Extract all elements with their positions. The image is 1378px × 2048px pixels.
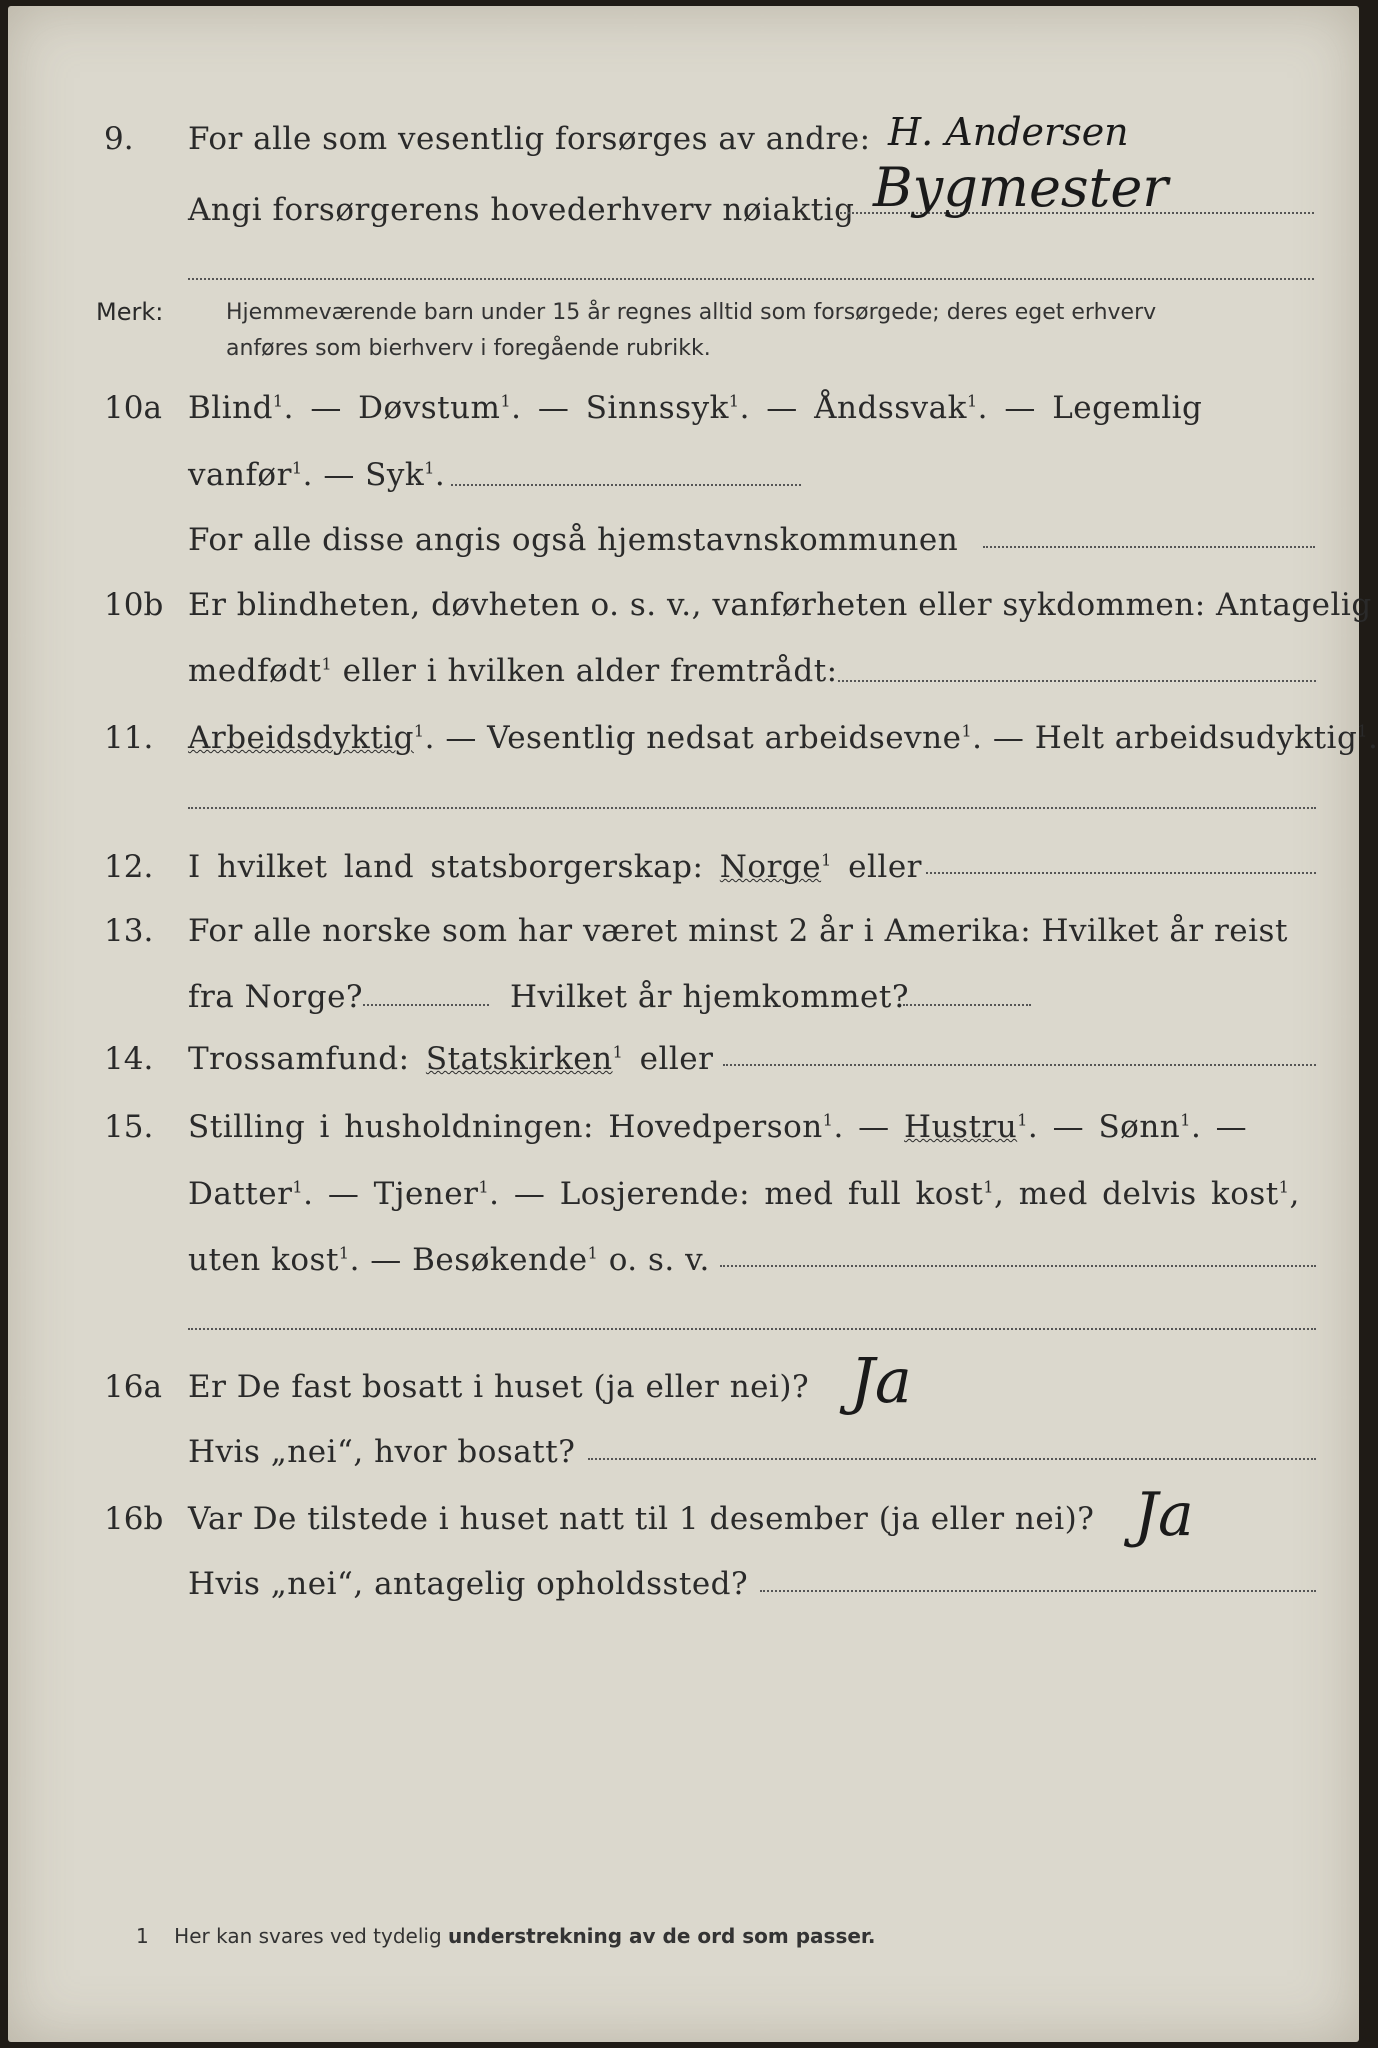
opt-tjener: Tjener xyxy=(373,1176,479,1212)
opt-sinnssyk: Sinnssyk xyxy=(585,390,729,426)
footnote-bold: understrekning av de ord som passer. xyxy=(448,1924,876,1948)
item12-question: I hvilket land statsborgerskap: xyxy=(188,849,704,885)
item16b-followup-line xyxy=(760,1590,1316,1592)
opt-norge: Norge xyxy=(719,849,822,885)
item12-eller: eller xyxy=(848,849,922,885)
item14-answer-line xyxy=(723,1064,1316,1066)
item13-q2: Hvilket år hjemkommet? xyxy=(510,979,909,1015)
opt-losjerende-full-kost: Losjerende: med full kost xyxy=(559,1176,984,1212)
opt-arbeidsdyktig: Arbeidsdyktig xyxy=(188,720,414,756)
item15-question: Stilling i husholdningen: xyxy=(188,1109,594,1145)
item10a-number: 10a xyxy=(104,390,162,426)
merk-label: Merk: xyxy=(96,298,164,326)
item13-q2-line xyxy=(903,1004,1031,1006)
item10a-line3: For alle disse angis også hjemstavnskommunen xyxy=(188,522,959,558)
item16a-number: 16a xyxy=(104,1369,162,1405)
item16a-followup-line xyxy=(588,1458,1316,1460)
opt-medfodt: medfødt xyxy=(188,653,322,689)
item10a-line1: Blind$^1$. — Døvstum$^1$. — Sinnssyk$^1$. — Åndssvak$^1$. — Legemlig xyxy=(188,390,1203,426)
item16a-question: Er De fast bosatt i huset (ja eller nei)? xyxy=(188,1369,810,1405)
item9-handwritten-name: H. Andersen xyxy=(888,110,1129,154)
item9-question-line2: Angi forsørgerens hovederhverv nøiaktig xyxy=(188,192,855,228)
item9-separator xyxy=(188,278,1314,280)
opt-besokende: Besøkende xyxy=(412,1242,588,1278)
merk-text-line2: anføres som bierhverv i foregående rubrikk. xyxy=(226,336,711,361)
item13-q1-line xyxy=(363,1004,489,1006)
opt-uten-kost: uten kost xyxy=(188,1242,339,1278)
item9-handwritten-occupation: Bygmester xyxy=(873,156,1169,219)
opt-sonn: Sønn xyxy=(1098,1109,1181,1145)
item16b-followup: Hvis „nei“, antagelig opholdssted? xyxy=(188,1566,749,1602)
item12-line: I hvilket land statsborgerskap: Norge$^1$ eller xyxy=(188,849,922,885)
item10a-line2: vanfør$^1$. — Syk$^1$. xyxy=(188,457,446,493)
opt-datter: Datter xyxy=(188,1176,293,1212)
opt-nedsat: Vesentlig nedsat arbeidsevne xyxy=(487,720,962,756)
opt-vanfor: vanfør xyxy=(188,457,292,493)
item15-line1: Stilling i husholdningen: Hovedperson$^1$. — Hustru$^1$. — Sønn$^1$. — xyxy=(188,1109,1248,1145)
item10b-line2: medfødt$^1$ eller i hvilken alder fremtrådt: xyxy=(188,653,838,689)
item14-eller: eller xyxy=(639,1041,714,1077)
item11-line: Arbeidsdyktig$^1$. — Vesentlig nedsat arbeidsevne$^1$. — Helt arbeidsudyktig$^1$. xyxy=(188,720,1378,756)
opt-dovstum: Døvstum xyxy=(358,390,501,426)
item15-line3: uten kost$^1$. — Besøkende$^1$ o. s. v. xyxy=(188,1242,710,1278)
item10b-number: 10b xyxy=(104,587,164,623)
item14-question: Trossamfund: xyxy=(188,1041,410,1077)
opt-blind: Blind xyxy=(188,390,273,426)
item13-line1: For alle norske som har været minst 2 år i Amerika: Hvilket år reist xyxy=(188,913,1288,949)
item10b-answer-line xyxy=(838,680,1316,682)
item15-number: 15. xyxy=(104,1109,154,1145)
item10b-line1: Er blindheten, døvheten o. s. v., vanførheten eller sykdommen: Antagelig xyxy=(188,587,1372,623)
census-form-page xyxy=(8,6,1378,2042)
item9-number: 9. xyxy=(104,121,134,157)
item10b-question-rest: eller i hvilken alder fremtrådt: xyxy=(342,653,838,689)
item16b-question: Var De tilstede i huset natt til 1 desember (ja eller nei)? xyxy=(188,1501,1095,1537)
footnote-prefix: Her kan svares ved tydelig xyxy=(174,1924,442,1948)
merk-text-line1: Hjemmeværende barn under 15 år regnes alltid som forsørgede; deres eget erhverv xyxy=(226,300,1157,325)
opt-syk: Syk xyxy=(365,457,425,493)
item14-line: Trossamfund: Statskirken$^1$ eller xyxy=(188,1041,714,1077)
item15-line2: Datter$^1$. — Tjener$^1$. — Losjerende: med full kost$^1$, med delvis kost$^1$, xyxy=(188,1176,1300,1212)
opt-legemlig: Legemlig xyxy=(1052,390,1203,426)
item15-answer-line xyxy=(720,1265,1316,1267)
opt-hustru: Hustru xyxy=(904,1109,1018,1145)
item10a-answer-line xyxy=(451,484,801,486)
item16b-number: 16b xyxy=(104,1501,164,1537)
item11-number: 11. xyxy=(104,720,154,756)
footnote-marker: 1 xyxy=(136,1924,149,1948)
item9-question: For alle som vesentlig forsørges av andre: xyxy=(188,121,871,157)
item13-q1: fra Norge? xyxy=(188,979,364,1015)
item12-answer-line xyxy=(926,872,1316,874)
opt-statskirken: Statskirken xyxy=(425,1041,613,1077)
item13-number: 13. xyxy=(104,913,154,949)
item15-osv: o. s. v. xyxy=(608,1242,710,1278)
opt-hovedperson: Hovedperson xyxy=(608,1109,823,1145)
item14-number: 14. xyxy=(104,1041,154,1077)
item12-number: 12. xyxy=(104,849,154,885)
item11-answer-line xyxy=(188,807,1316,809)
opt-andssvak: Åndssvak xyxy=(814,390,967,426)
item16a-followup: Hvis „nei“, hvor bosatt? xyxy=(188,1434,576,1470)
opt-delvis-kost: med delvis kost xyxy=(1018,1176,1279,1212)
item16a-handwritten-answer: Ja xyxy=(850,1344,912,1417)
footnote xyxy=(136,1924,876,1948)
item10a-hjemstavn-line xyxy=(983,546,1315,548)
item16b-handwritten-answer: Ja xyxy=(1134,1480,1194,1550)
item15-answer-line2 xyxy=(188,1328,1316,1330)
opt-udyktig: Helt arbeidsudyktig xyxy=(1034,720,1358,756)
